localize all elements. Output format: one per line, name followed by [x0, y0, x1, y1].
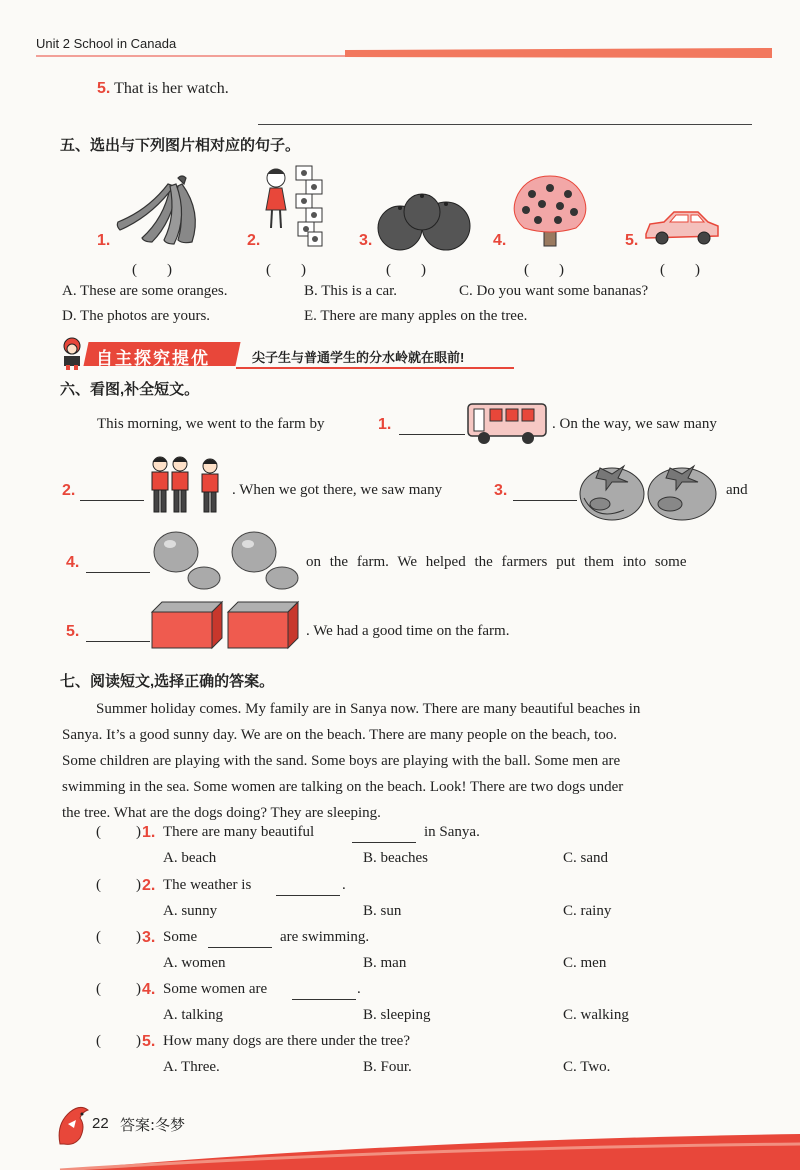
blank-3[interactable] — [513, 486, 577, 501]
choice-c[interactable]: C. sand — [563, 850, 608, 866]
question-blank[interactable] — [276, 881, 340, 896]
passage-line: Some children are playing with the sand. Some boys are playing with the ball. Some men are — [62, 753, 621, 769]
answer-paren-open[interactable]: ( — [96, 1033, 101, 1049]
answer-paren-close: ) — [136, 929, 141, 945]
blank-number-5: 5. — [66, 623, 80, 640]
tomatoes-icon — [578, 452, 720, 524]
car-icon — [642, 208, 722, 248]
picture-number-3: 3. — [359, 232, 373, 249]
blank-number-2: 2. — [62, 482, 76, 499]
apple-tree-icon — [510, 174, 590, 250]
picture-number-5: 5. — [625, 232, 639, 249]
answer-paren-5[interactable]: ( ) — [660, 262, 700, 278]
answer-paren-close: ) — [136, 981, 141, 997]
question-text-end: in Sanya. — [424, 824, 480, 840]
passage-line-2-text: . When we got there, we saw many — [232, 482, 443, 498]
option-e: E. There are many apples on the tree. — [304, 308, 528, 324]
choice-a[interactable]: A. women — [163, 955, 226, 971]
mascot-icon — [58, 336, 86, 370]
page-number: 22 — [92, 1115, 109, 1132]
choice-c[interactable]: C. Two. — [563, 1059, 611, 1075]
answer-paren-open[interactable]: ( — [96, 981, 101, 997]
top-item — [97, 80, 229, 98]
option-c: C. Do you want some bananas? — [459, 283, 649, 299]
bus-icon — [464, 400, 552, 448]
answer-paren-open[interactable]: ( — [96, 929, 101, 945]
question-text: The weather is — [163, 877, 252, 893]
blank-4[interactable] — [86, 558, 150, 573]
choice-a[interactable]: A. beach — [163, 850, 217, 866]
answer-paren-1[interactable]: ( ) — [132, 262, 172, 278]
question-blank[interactable] — [352, 828, 416, 843]
answer-line — [258, 124, 752, 125]
question-text: Some women are — [163, 981, 268, 997]
option-b: B. This is a car. — [304, 283, 398, 299]
passage-line: the tree. What are the dogs doing? They are sleeping. — [62, 805, 381, 821]
passage-line: Sanya. It’s a good sunny day. We are on the beach. There are many people on the beach, too. — [62, 727, 617, 743]
blank-number-4: 4. — [66, 554, 80, 571]
question-number: 5. — [142, 1033, 156, 1050]
question-number: 3. — [142, 929, 156, 946]
answer-paren-open[interactable]: ( — [96, 824, 101, 840]
picture-number-1: 1. — [97, 232, 111, 249]
answer-paren-close: ) — [136, 1033, 141, 1049]
boys-icon — [146, 452, 224, 524]
blank-1[interactable] — [399, 420, 465, 435]
bananas-icon — [112, 172, 212, 248]
answer-key-label: 答案:冬梦 — [120, 1116, 186, 1134]
choice-c[interactable]: C. walking — [563, 1007, 629, 1023]
passage-line: Summer holiday comes. My family are in Sanya now. There are many beautiful beaches in — [96, 701, 641, 717]
dolphin-icon — [54, 1104, 92, 1148]
question-number: 1. — [142, 824, 156, 841]
passage-line-1-end: . On the way, we saw many — [552, 416, 717, 432]
picture-number-4: 4. — [493, 232, 507, 249]
girl-photos-icon — [262, 160, 328, 252]
item-number: 5. — [97, 80, 111, 97]
blank-5[interactable] — [86, 627, 150, 642]
picture-number-2: 2. — [247, 232, 261, 249]
banner-underline — [236, 367, 514, 369]
item-text: That is her watch. — [114, 80, 229, 97]
question-number: 2. — [142, 877, 156, 894]
potatoes-icon — [150, 528, 300, 594]
question-blank[interactable] — [208, 933, 272, 948]
choice-b[interactable]: B. sleeping — [363, 1007, 431, 1023]
section5-title: 五、选出与下列图片相对应的句子。 — [60, 137, 301, 154]
answer-paren-open[interactable]: ( — [96, 877, 101, 893]
choice-b[interactable]: B. man — [363, 955, 407, 971]
question-blank[interactable] — [292, 985, 356, 1000]
question-text: There are many beautiful — [163, 824, 315, 840]
blank-number-3: 3. — [494, 482, 508, 499]
answer-paren-close: ) — [136, 877, 141, 893]
answer-paren-3[interactable]: ( ) — [386, 262, 426, 278]
option-d: D. The photos are yours. — [62, 308, 211, 324]
passage-line: swimming in the sea. Some women are talking on the beach. Look! There are two dogs under — [62, 779, 624, 795]
question-number: 4. — [142, 981, 156, 998]
question-text: Some — [163, 929, 198, 945]
banner-slogan: 尖子生与普通学生的分水岭就在眼前! — [252, 350, 465, 365]
choice-c[interactable]: C. rainy — [563, 903, 612, 919]
section6-title: 六、看图,补全短文。 — [60, 381, 200, 398]
question-text-end: . — [342, 877, 346, 893]
unit-header: Unit 2 School in Canada — [36, 36, 177, 51]
blank-2[interactable] — [80, 486, 144, 501]
choice-b[interactable]: B. Four. — [363, 1059, 412, 1075]
passage-line-4-text: . We had a good time on the farm. — [306, 623, 510, 639]
blank-number-1: 1. — [378, 416, 392, 433]
choice-a[interactable]: A. sunny — [163, 903, 218, 919]
option-a: A. These are some oranges. — [62, 283, 228, 299]
boxes-icon — [150, 600, 300, 650]
answer-paren-4[interactable]: ( ) — [524, 262, 564, 278]
passage-line-1-text: This morning, we went to the farm by — [97, 416, 325, 432]
question-text: How many dogs are there under the tree? — [163, 1033, 410, 1049]
answer-paren-close: ) — [136, 824, 141, 840]
answer-paren-2[interactable]: ( ) — [266, 262, 306, 278]
header-rule — [0, 44, 800, 60]
choice-b[interactable]: B. beaches — [363, 850, 428, 866]
banner-label: 自主探究提优 — [96, 349, 210, 368]
choice-b[interactable]: B. sun — [363, 903, 402, 919]
passage-line-3-text: on the farm. We helped the farmers put them into some — [306, 554, 687, 570]
oranges-icon — [376, 192, 476, 254]
passage-line-2-end: and — [726, 482, 748, 498]
question-text-end: . — [357, 981, 361, 997]
choice-a[interactable]: A. Three. — [163, 1059, 220, 1075]
choice-a[interactable]: A. talking — [163, 1007, 223, 1023]
question-text-end: are swimming. — [280, 929, 370, 945]
choice-c[interactable]: C. men — [563, 955, 607, 971]
reading-passage — [62, 696, 754, 826]
section7-title: 七、阅读短文,选择正确的答案。 — [60, 673, 275, 690]
